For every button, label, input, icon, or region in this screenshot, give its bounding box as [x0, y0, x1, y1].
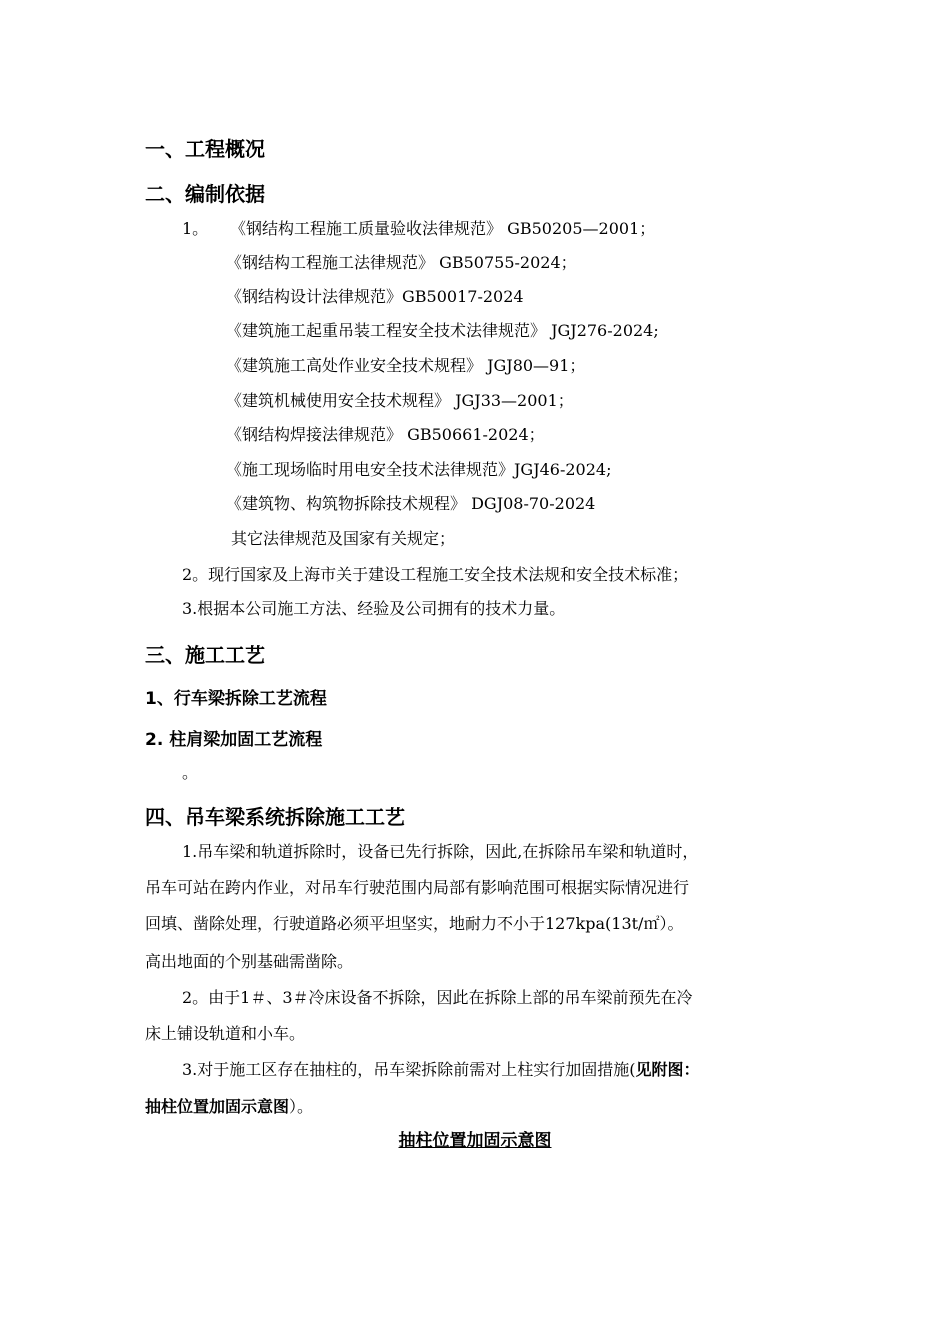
paragraph-line: 2。由于1＃、3＃冷床设备不拆除，因此在拆除上部的吊车梁前预先在冷: [182, 988, 693, 1007]
paragraph-line: 床上铺设轨道和小车。: [145, 1024, 306, 1043]
standard-item: 《钢结构设计法律规范》GB50017-2024: [226, 287, 524, 306]
basis-item-3: 3.根据本公司施工方法、经验及公司拥有的技术力量。: [182, 599, 566, 618]
subsection-2-heading: 2. 柱肩梁加固工艺流程: [145, 730, 323, 750]
paragraph-line: [145, 1096, 313, 1118]
standard-item: 《建筑物、构筑物拆除技术规程》 DGJ08-70-2024: [226, 494, 596, 513]
standard-item: 其它法律规范及国家有关规定；: [231, 529, 456, 548]
section-1-heading: 一、工程概况: [145, 137, 265, 161]
figure-reference: 抽柱位置加固示意图: [145, 1097, 290, 1116]
paragraph-text: ）。: [289, 1097, 314, 1116]
standard-item: 《建筑施工起重吊装工程安全技术法律规范》 JGJ276-2024;: [226, 321, 659, 340]
paragraph-text: 3.对于施工区存在抽柱的，吊车梁拆除前需对上柱实行加固措施(: [182, 1060, 636, 1079]
standard-item: 《钢结构工程施工法律规范》 GB50755-2024；: [226, 253, 577, 272]
section-4-heading: 四、吊车梁系统拆除施工工艺: [145, 805, 405, 829]
paragraph-line: 吊车可站在跨内作业，对吊车行驶范围内局部有影响范围可根据实际情况进行: [145, 878, 690, 897]
standard-item: 《施工现场临时用电安全技术法律规范》JGJ46-2024;: [226, 460, 612, 479]
section-3-heading: 三、施工工艺: [145, 643, 265, 667]
paragraph-line: 高出地面的个别基础需凿除。: [145, 952, 354, 971]
placeholder-dot: 。: [182, 763, 199, 782]
standard-item: 《建筑施工高处作业安全技术规程》 JGJ80—91；: [226, 356, 586, 375]
section-2-heading: 二、编制依据: [145, 182, 265, 206]
standard-item: 《钢结构工程施工质量验收法律规范》 GB50205—2001；: [230, 219, 656, 238]
paragraph-line: [182, 1059, 700, 1081]
paragraph-line: 1.吊车梁和轨道拆除时，设备已先行拆除，因此,在拆除吊车梁和轨道时，: [182, 842, 699, 861]
list-number-1: 1。: [182, 219, 209, 238]
basis-item-2: 2。现行国家及上海市关于建设工程施工安全技术法规和安全技术标准；: [182, 565, 689, 584]
paragraph-line: 回填、凿除处理，行驶道路必须平坦坚实，地耐力不小于127kpa(13t/㎡）。: [145, 914, 684, 933]
figure-caption: 抽柱位置加固示意图: [398, 1131, 552, 1151]
subsection-1-heading: 1、行车梁拆除工艺流程: [145, 689, 327, 709]
standard-item: 《建筑机械使用安全技术规程》 JGJ33—2001；: [226, 391, 574, 410]
figure-reference: 见附图：: [635, 1060, 700, 1079]
standard-item: 《钢结构焊接法律规范》 GB50661-2024；: [226, 425, 545, 444]
